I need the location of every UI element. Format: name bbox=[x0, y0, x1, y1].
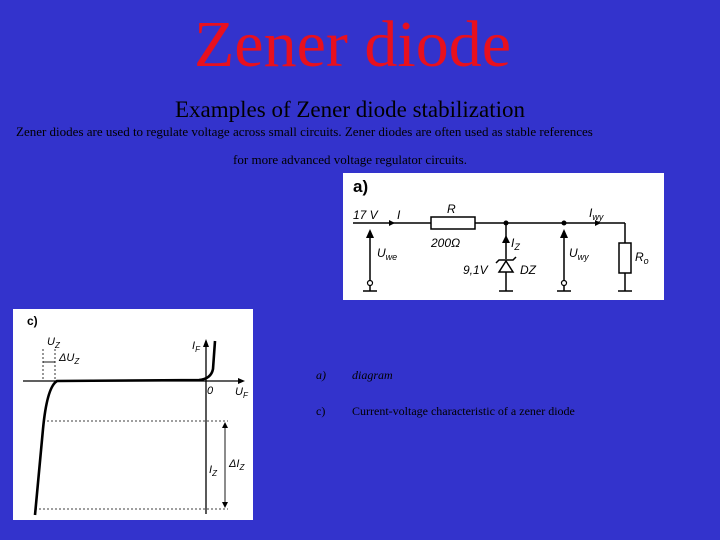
delta-iz-label: $\Delta I_Z$ bbox=[229, 458, 245, 472]
zener-voltage-label: 9,1V bbox=[463, 263, 488, 277]
zener-current-arrow bbox=[502, 235, 510, 243]
iv-curve bbox=[35, 341, 215, 515]
iv-panel-label: c) bbox=[27, 314, 38, 328]
description-line-2: for more advanced voltage regulator circuits. bbox=[233, 152, 467, 167]
origin-label: 0 bbox=[207, 385, 214, 397]
zener-diode-symbol bbox=[499, 261, 513, 272]
uf-axis-label: $U_F$ bbox=[235, 386, 248, 400]
input-voltage-label: $U_{we}$ bbox=[377, 246, 398, 262]
resistor-value-label: 200Ω bbox=[431, 236, 461, 250]
zener-current-label: $I_Z$ bbox=[511, 236, 520, 252]
delta-iz-arrow-top bbox=[222, 422, 228, 428]
junction-dot-output bbox=[562, 221, 567, 226]
iv-characteristic-svg bbox=[13, 309, 253, 520]
source-voltage-label: 17 V bbox=[353, 208, 378, 222]
output-voltage-arrow-head bbox=[560, 229, 568, 238]
caption-a-key: a) bbox=[316, 368, 326, 382]
load-resistor bbox=[619, 243, 631, 273]
voltage-axis-arrow bbox=[238, 378, 245, 384]
input-terminal-bottom bbox=[368, 281, 373, 286]
circuit-diagram-figure bbox=[343, 173, 664, 300]
zener-name-label: DZ bbox=[520, 263, 536, 277]
load-resistor-label: $R_o$ bbox=[635, 250, 649, 266]
output-terminal-bottom bbox=[562, 281, 567, 286]
caption-a-text: diagram bbox=[352, 368, 393, 382]
resistor-r bbox=[431, 217, 475, 229]
iz-label: $I_Z$ bbox=[209, 464, 217, 478]
caption-c-key: c) bbox=[316, 404, 326, 418]
input-current-arrow bbox=[389, 220, 395, 226]
iv-characteristic-figure bbox=[13, 309, 253, 520]
caption-c-text: Current-voltage characteristic of a zener diode bbox=[352, 404, 575, 418]
delta-uz-label: $\Delta U_Z$ bbox=[59, 352, 80, 366]
circuit-diagram-svg bbox=[343, 173, 664, 300]
output-current-label: $I_{wy}$ bbox=[589, 206, 604, 222]
description-line-1: Zener diodes are used to regulate voltage across small circuits. Zener diodes are often used as stable references bbox=[16, 124, 593, 139]
input-voltage-arrow-head bbox=[366, 229, 374, 238]
if-axis-label: $I_F$ bbox=[192, 340, 200, 354]
input-current-label: I bbox=[397, 208, 401, 222]
current-axis-arrow bbox=[203, 339, 209, 347]
resistor-name-label: R bbox=[447, 202, 456, 216]
delta-iz-arrow-bottom bbox=[222, 502, 228, 508]
slide-subtitle: Examples of Zener diode stabilization bbox=[175, 97, 525, 122]
circuit-panel-label: a) bbox=[353, 177, 369, 196]
slide-title: Zener diode bbox=[193, 8, 511, 81]
uz-label: $U_Z$ bbox=[47, 336, 60, 350]
output-voltage-label: $U_{wy}$ bbox=[569, 246, 589, 262]
